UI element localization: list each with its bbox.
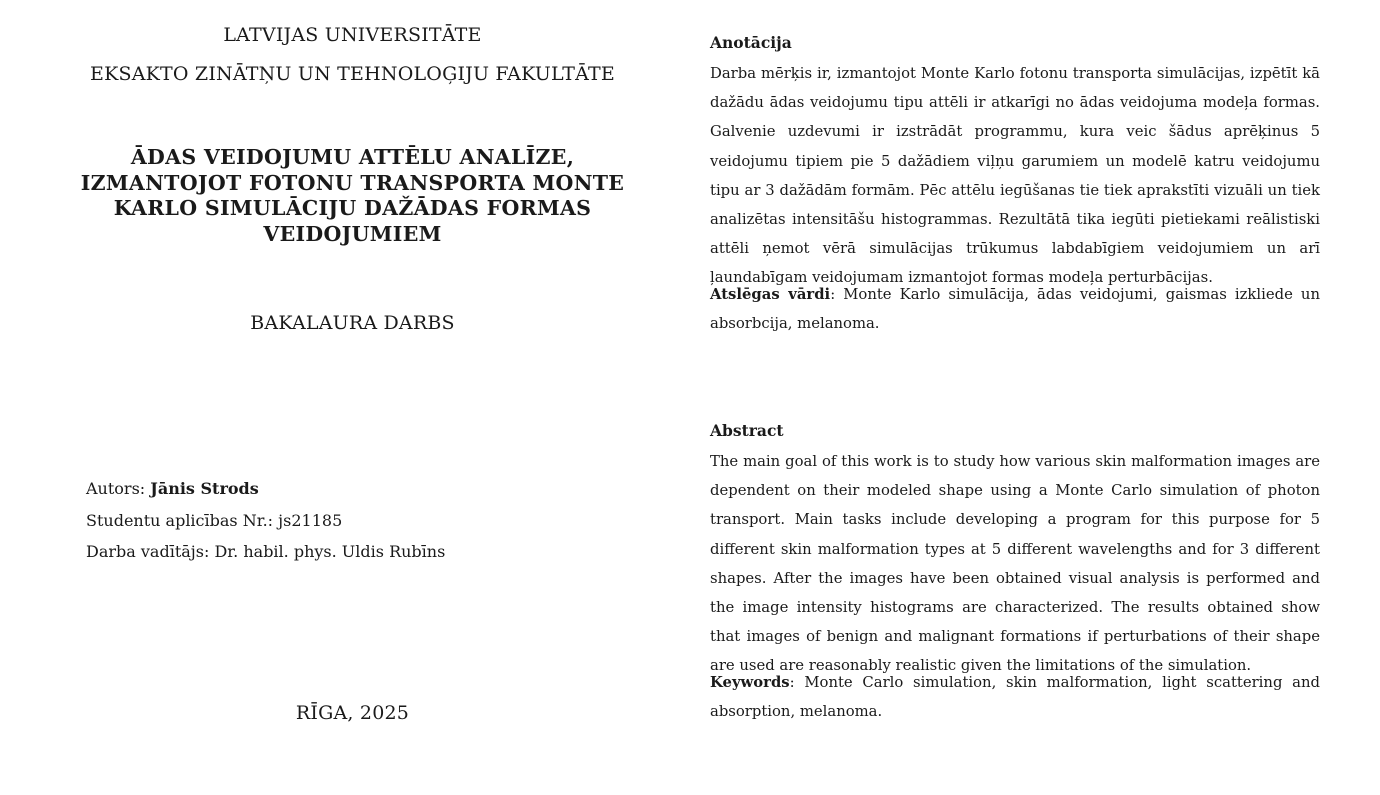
supervisor-line <box>86 542 445 561</box>
english-keywords <box>710 668 1320 726</box>
english-abstract-text: The main goal of this work is to study how various skin malformation images are dependent on their modeled shape using a Monte Carlo simulation of photon transport. Main tasks include developing a program for this purpose for 5 different skin malformation types at 5 different wavelengths and for 3 different shapes. After the images have been obtained visual analysis is performed and the image intensity histograms are characterized. The results obtained show that images of benign and malignant formations if perturbations of their shape are used are reasonably realistic given the limitations of the simulation. <box>710 453 1320 675</box>
latvian-keywords <box>710 280 1320 338</box>
thesis-title: ĀDAS VEIDOJUMU ATTĒLU ANALĪZE, IZMANTOJOT FOTONU TRANSPORTA MONTE KARLO SIMULĀCIJU DAŽĀDAS FORMAS VEIDOJUMIEM <box>80 145 625 246</box>
latvian-abstract-text: Darba mērķis ir, izmantojot Monte Karlo fotonu transporta simulācijas, izpētīt kā dažādu ādas veidojumu tipu attēli ir atkarīgi no ādas veidojuma modeļa formas. Galvenie uzdevumi ir izstrādāt programmu, kura veic šādus aprēķinus 5 veidojumu tipiem pie 5 dažādiem viļņu garumiem un modelē katru veidojumu tipu ar 3 dažādām formām. Pēc attēlu iegūšanas tie tiek aprakstīti vizuāli un tiek analizētas intensitāšu histogrammas. Rezultātā tika iegūti pietiekami reālistiski attēli ņemot vērā simulācijas trūkumus labdabīgiem veidojumiem un arī ļaundabīgam veidojumam izmantojot formas modeļa perturbācijas. <box>710 65 1320 287</box>
english-keywords-list: : Monte Carlo simulation, skin malformation, light scattering and absorption, melanoma. <box>710 674 1320 721</box>
english-abstract-heading: Abstract <box>710 421 784 440</box>
supervisor-name: Dr. habil. phys. Uldis Rubīns <box>214 542 446 561</box>
author-name: Jānis Strods <box>150 479 259 498</box>
author-line <box>86 479 259 498</box>
latvian-keywords-list: : Monte Karlo simulācija, ādas veidojumi, gaismas izkliede un absorbcija, melanoma. <box>710 286 1320 333</box>
student-id: js21185 <box>278 511 343 530</box>
place-year: RĪGA, 2025 <box>295 702 410 724</box>
supervisor-label: Darba vadītājs: <box>86 542 210 561</box>
university-name: LATVIJAS UNIVERSITĀTE <box>223 24 482 46</box>
author-label: Autors: <box>86 479 146 498</box>
student-id-label: Studentu aplicības Nr.: <box>86 511 274 530</box>
english-keywords-label: Keywords <box>710 674 790 691</box>
abstract-page <box>690 0 1380 795</box>
latvian-abstract-heading: Anotācija <box>710 33 792 52</box>
faculty-name: EKSAKTO ZINĀTŅU UN TEHNOLOĢIJU FAKULTĀTE <box>90 63 615 85</box>
student-id-line <box>86 511 342 530</box>
work-type: BAKALAURA DARBS <box>250 312 455 334</box>
latvian-keywords-label: Atslēgas vārdi <box>710 286 831 303</box>
